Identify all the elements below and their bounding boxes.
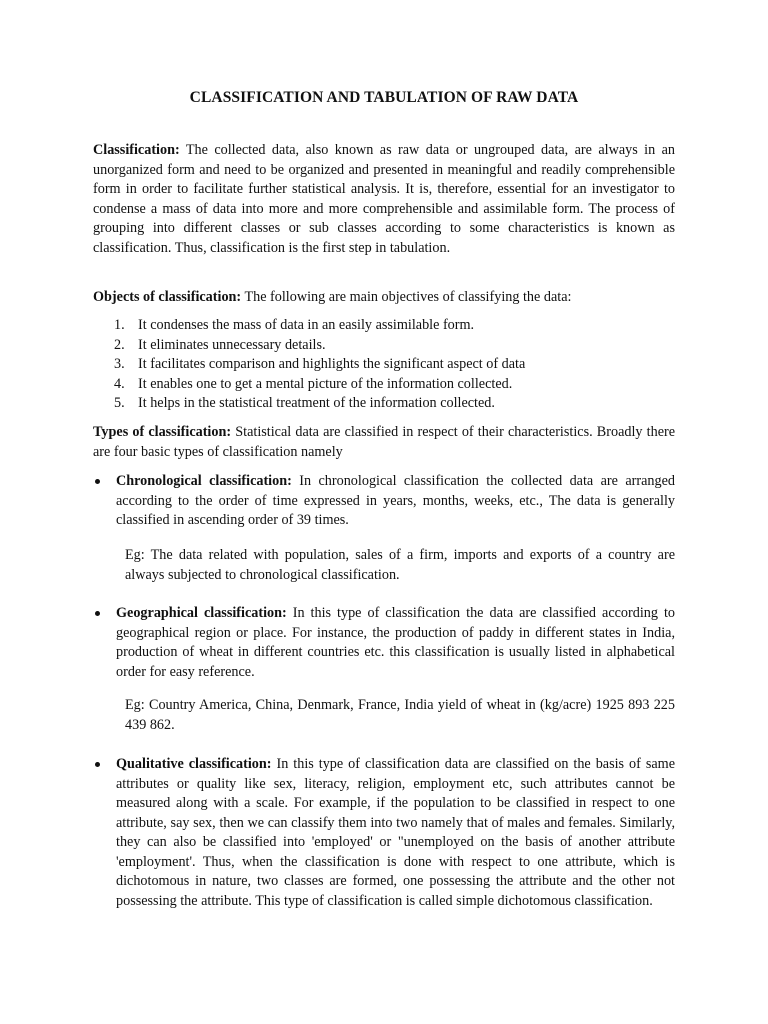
geographical-heading: Geographical classification:	[116, 605, 287, 621]
qualitative-heading: Qualitative classification:	[116, 756, 272, 772]
chronological-example: Eg: The data related with population, sales of a firm, imports and exports of a country are always subjected to chronological classification.	[125, 547, 675, 583]
list-item	[93, 375, 675, 395]
bullet-icon	[95, 762, 100, 767]
classification-text: The collected data, also known as raw data or ungrouped data, are always in an unorganized form and need to be organized and presented in meaningful and readily comprehensible form in order to facilitate further statistical analysis. It is, therefore, essential for an investigator to condense a mass of data into more and more comprehensible and assimilable form. The process of grouping into different classes or sub classes according to some characteristics is known as classification. Thus, classification is the first step in tabulation.	[93, 142, 675, 256]
page-title: CLASSIFICATION AND TABULATION OF RAW DATA	[189, 89, 579, 106]
list-number: 5.	[114, 395, 125, 411]
list-item-text: It helps in the statistical treatment of the information collected.	[138, 395, 495, 411]
list-item-text: It eliminates unnecessary details.	[138, 336, 326, 353]
qualitative-text: In this type of classification data are classified on the basis of same attributes or quality like sex, literacy, religion, employment etc, such attributes cannot be measured along with a scale. For example, if the population to be classified in respect to one attribute, say sex, then we can classify them into two namely that of males and females. Similarly, they can also be classified into 'employed' or "unemployed on the basis of another attribute 'employment'. Thus, when the classification is done with respect to one attribute, which is dichotomous in nature, two classes are formed, one possessing the attribute and the other not possessing the attribute. This type of classification is called simple dichotomous classification.	[116, 756, 675, 909]
bullet-icon	[95, 611, 100, 616]
chronological-heading: Chronological classification:	[116, 473, 292, 489]
geographical-paragraph	[116, 604, 675, 682]
list-item-text: It condenses the mass of data in an easily assimilable form.	[138, 317, 475, 333]
classification-heading: Classification:	[93, 142, 180, 158]
qualitative-paragraph	[116, 755, 675, 911]
list-number: 3.	[114, 356, 125, 372]
objectives-list	[93, 316, 675, 414]
bullet-icon	[95, 479, 100, 484]
list-item	[93, 316, 675, 336]
geographical-text: In this type of classification the data are classified according to geographical region or place. For instance, the production of paddy in different states in India, production of wheat in different countries etc. this classification is usually listed in alphabetical order for easy reference.	[116, 605, 675, 680]
objects-paragraph	[93, 288, 675, 308]
geographical-bullet	[93, 604, 675, 733]
geographical-example: Eg: Country America, China, Denmark, France, India yield of wheat in (kg/acre) 1925 893 225 439 862.	[125, 697, 675, 733]
objects-text: The following are main objectives of classifying the data:	[241, 289, 572, 305]
list-number: 4.	[114, 375, 125, 392]
chronological-bullet	[93, 472, 675, 583]
qualitative-bullet	[93, 755, 675, 911]
list-number: 1.	[114, 317, 125, 333]
types-heading: Types of classification:	[93, 424, 232, 440]
chronological-text: In chronological classification the collected data are arranged according to the order of time expressed in years, months, weeks, etc., The data is generally classified in ascending order of 39 times.	[116, 473, 675, 528]
types-text: Statistical data are classified in respect of their characteristics. Broadly there are four basic types of classification namely	[93, 424, 676, 460]
list-item	[93, 394, 675, 414]
list-item	[93, 355, 675, 375]
objects-heading: Objects of classification:	[93, 289, 242, 305]
list-number: 2.	[114, 336, 125, 353]
list-item	[93, 336, 675, 356]
classification-paragraph	[93, 141, 675, 258]
types-paragraph	[93, 423, 675, 462]
chronological-paragraph	[116, 472, 675, 531]
list-item-text: It enables one to get a mental picture of the information collected.	[138, 375, 513, 392]
list-item-text: It facilitates comparison and highlights the significant aspect of data	[138, 356, 526, 372]
